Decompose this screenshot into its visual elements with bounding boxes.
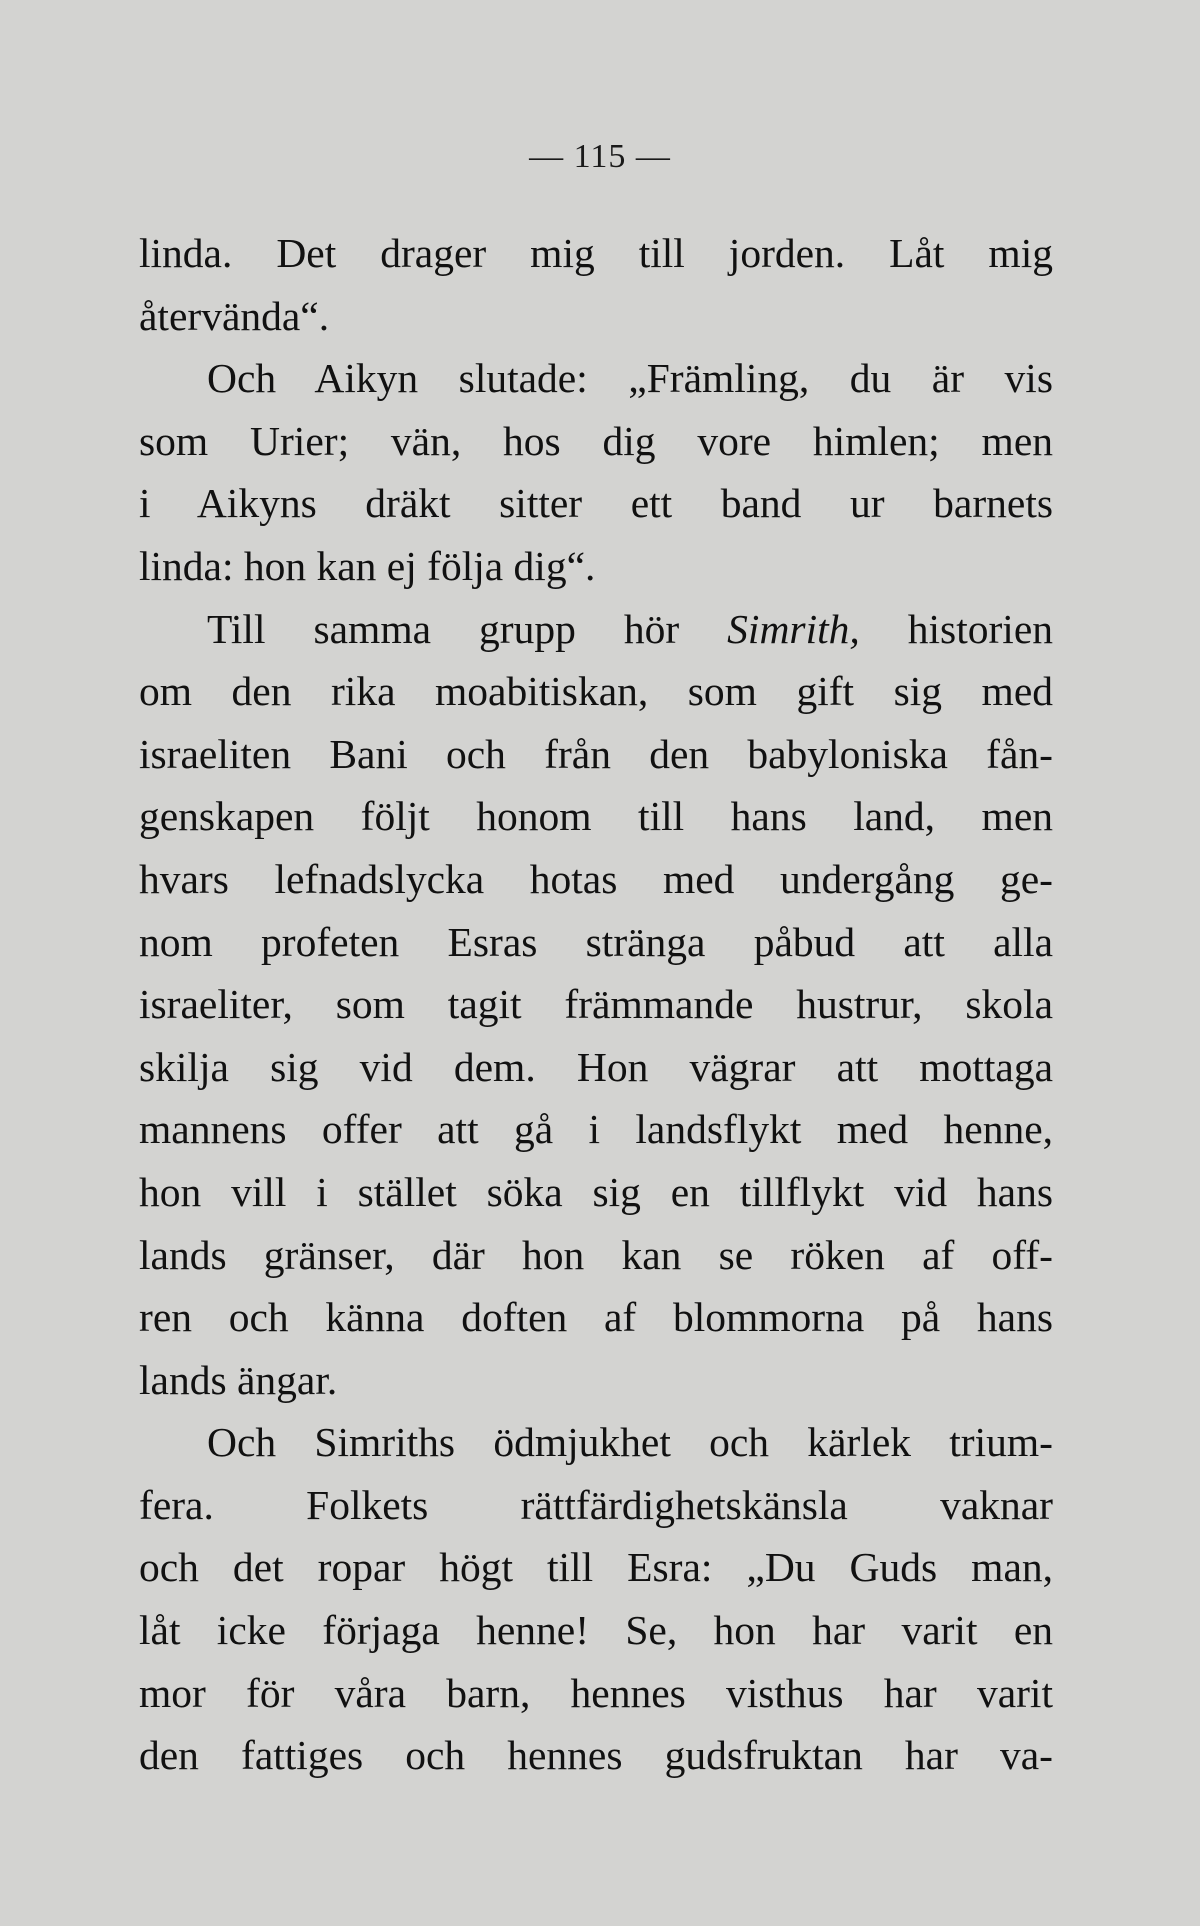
text-line: linda. Det drager mig till jorden. Låt mig [139,230,1053,276]
text-line: återvända“. [139,292,330,339]
text-segment: Till samma grupp hör [207,605,680,652]
text-line: fera. Folkets rättfärdighetskänsla vaknar [139,1481,1053,1528]
text-segment: historien [907,605,1053,652]
page-number: — 115 — [529,138,671,175]
text-line: Och Simriths ödmjukhet och kärlek trium- [207,1419,1053,1466]
text-line: linda: hon kan ej följa dig“. [139,542,596,589]
body-text [139,222,1053,1787]
text-line: skilja sig vid dem. Hon vägrar att mottaga [139,1043,1053,1090]
text-line: och det ropar högt till Esra: „Du Guds man, [139,1544,1053,1591]
text-line: låt icke förjaga henne! Se, hon har varit en [139,1607,1053,1654]
text-line: lands gränser, där hon kan se röken af off- [139,1231,1053,1278]
text-line: den fattiges och hennes gudsfruktan har va- [139,1732,1053,1779]
text-line: i Aikyns dräkt sitter ett band ur barnets [139,480,1053,527]
text-line: Och Aikyn slutade: „Främling, du är vis [207,355,1053,402]
text-line: lands ängar. [139,1356,338,1403]
text-line-mixed [139,598,1053,661]
text-line: om den rika moabitiskan, som gift sig med [139,668,1053,715]
text-line: mor för våra barn, hennes visthus har varit [139,1669,1053,1716]
text-line: som Urier; vän, hos dig vore himlen; men [139,417,1053,464]
text-line: hon vill i stället söka sig en tillflykt vid hans [139,1168,1053,1215]
italic-title-simrith: Simrith, [727,605,860,652]
text-line: mannens offer att gå i landsflykt med henne, [139,1106,1053,1153]
text-line: israeliter, som tagit främmande hustrur, skola [139,981,1053,1028]
text-line: hvars lefnadslycka hotas med undergång ge- [139,855,1053,902]
text-line: israeliten Bani och från den babyloniska fån- [139,730,1053,777]
text-line: nom profeten Esras stränga påbud att alla [139,918,1053,965]
text-line: ren och känna doften af blommorna på hans [139,1294,1053,1341]
text-line: genskapen följt honom till hans land, men [139,793,1053,840]
